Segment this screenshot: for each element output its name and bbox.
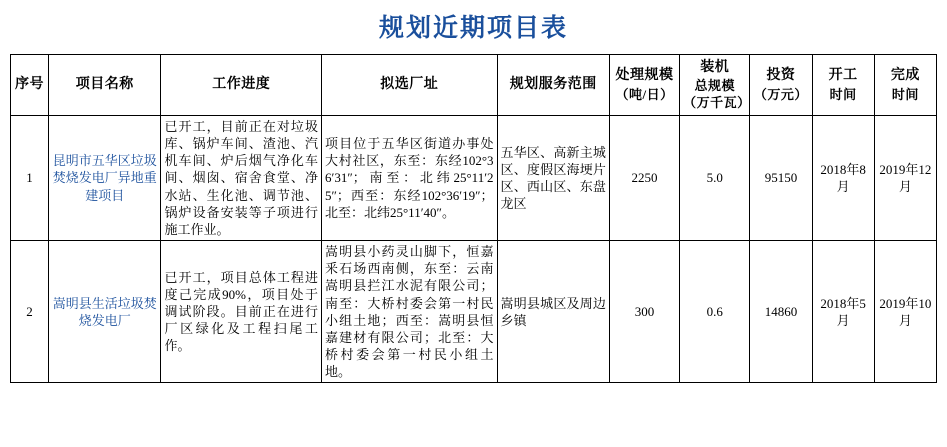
column-header-install-unit: （万千瓦） <box>683 95 751 111</box>
page-title: 规划近期项目表 <box>378 15 568 42</box>
column-header-invest <box>750 55 812 116</box>
cell-finish-time: 2019年10月 <box>874 241 936 383</box>
column-header-install-label: 装机 <box>700 59 730 75</box>
cell-seq: 1 <box>11 116 49 241</box>
cell-invest: 95150 <box>750 116 812 241</box>
column-header-seq-label: 序号 <box>15 76 45 92</box>
column-header-scope <box>497 55 609 116</box>
column-header-seq <box>11 55 49 116</box>
column-header-install-label2: 总规模 <box>694 78 735 94</box>
cell-start-time: 2018年8月 <box>812 116 874 241</box>
column-header-start <box>812 55 874 116</box>
column-header-progress <box>161 55 322 116</box>
table-row <box>11 116 937 241</box>
cell-site: 嵩明县小药灵山脚下，恒嘉釆石场西南侧，东至：云南嵩明县拦江水泥有限公司；南至：大桥村委会第一村民小组土地；西至：嵩明县恒嘉建材有限公司；北至：大桥村委会第一村民小组土地。 <box>321 241 497 383</box>
column-header-invest-label: 投资 <box>766 68 796 84</box>
column-header-capacity-label: 处理规模 <box>615 68 674 84</box>
cell-install: 0.6 <box>680 241 750 383</box>
cell-seq: 2 <box>11 241 49 383</box>
column-header-finish <box>874 55 936 116</box>
cell-project-name: 嵩明县生活垃圾焚烧发电厂 <box>49 241 161 383</box>
column-header-name-label: 项目名称 <box>75 76 134 92</box>
table-body <box>11 116 937 383</box>
column-header-install <box>680 55 750 116</box>
column-header-name <box>49 55 161 116</box>
cell-progress: 已开工，项目总体工程进度己完成90%，项目处于调试阶段。目前正在进行厂区绿化及工程扫尾工作。 <box>161 241 322 383</box>
cell-progress: 已开工，目前正在对垃圾库、锅炉车间、渣池、汽机车间、炉后烟气净化车间、烟囱、宿舍食堂、净水站、生化池、调节池、锅炉设备安装等子项进行施工作业。 <box>161 116 322 241</box>
column-header-invest-unit: （万元） <box>753 86 808 102</box>
cell-capacity: 300 <box>609 241 679 383</box>
cell-finish-time: 2019年12月 <box>874 116 936 241</box>
column-header-finish-label: 完成 <box>890 68 920 84</box>
column-header-scope-label: 规划服务范围 <box>509 76 597 92</box>
table-container <box>0 54 947 383</box>
column-header-site-label: 拟选厂址 <box>380 76 439 92</box>
cell-capacity: 2250 <box>609 116 679 241</box>
table-row <box>11 241 937 383</box>
planning-projects-table <box>10 54 937 383</box>
table-header <box>11 55 937 116</box>
cell-install: 5.0 <box>680 116 750 241</box>
column-header-finish-label2: 时间 <box>891 86 919 102</box>
cell-scope: 嵩明县城区及周边乡镇 <box>497 241 609 383</box>
column-header-capacity-unit: （吨/日） <box>615 86 674 102</box>
cell-site: 项目位于五华区街道办事处大村社区，东至：东经102°36′31″；南至：北纬25°11′25″；西至：东经102°36′19″；北至：北纬25°11′40″。 <box>321 116 497 241</box>
cell-scope: 五华区、高新主城区、度假区海埂片区、西山区、东盘龙区 <box>497 116 609 241</box>
column-header-start-label2: 时间 <box>829 86 857 102</box>
column-header-start-label: 开工 <box>828 68 858 84</box>
cell-invest: 14860 <box>750 241 812 383</box>
column-header-progress-label: 工作进度 <box>212 76 271 92</box>
cell-start-time: 2018年5月 <box>812 241 874 383</box>
table-header-row <box>11 55 937 116</box>
column-header-site <box>321 55 497 116</box>
cell-project-name: 昆明市五华区垃圾焚烧发电厂异地重建项目 <box>49 116 161 241</box>
column-header-capacity <box>609 55 679 116</box>
